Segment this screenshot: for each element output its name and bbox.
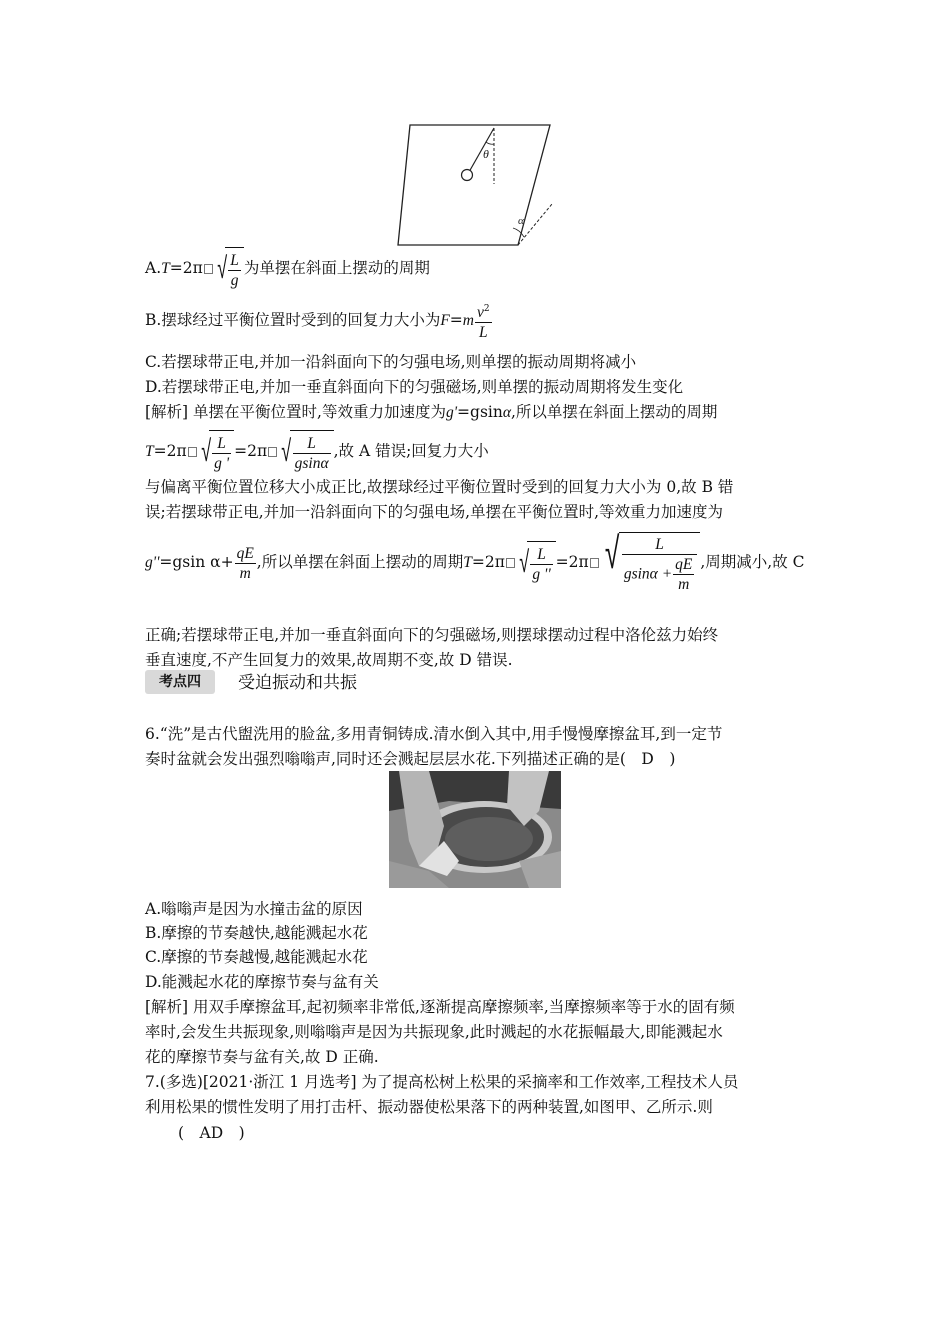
incline-pendulum-figure	[390, 120, 560, 250]
q6-option-c: C.摩擦的节奏越慢,越能溅起水花	[145, 948, 368, 966]
placeholder-box	[590, 558, 599, 568]
eq-2pi: =2π	[471, 553, 505, 571]
placeholder-box	[188, 447, 197, 457]
placeholder-box	[268, 447, 277, 457]
var-m: m	[239, 564, 251, 582]
placeholder-box	[506, 558, 515, 568]
q5-analysis-line1	[145, 401, 717, 424]
var-L: L	[307, 435, 316, 452]
alpha-label: α	[518, 215, 524, 227]
var-L: L	[537, 546, 546, 563]
eq-2pi: =2π	[555, 553, 589, 571]
eq-2pi: =2π	[153, 442, 187, 460]
theta-arc	[486, 142, 494, 144]
q6-analysis-line1: [解析] 用双手摩擦盆耳,起初频率非常低,逐渐提高摩擦频率,当摩擦频率等于水的固有频	[145, 998, 735, 1016]
q5-option-d: D.若摆球带正电,并加一垂直斜面向下的匀强磁场,则单摆的振动周期将发生变化	[145, 378, 684, 396]
eq-sign: =	[449, 311, 463, 330]
pendulum-bob	[462, 170, 473, 181]
q5-option-b	[145, 300, 493, 342]
var-g-double-prime: g ''	[532, 566, 551, 583]
q6-option-a: A.嗡嗡声是因为水撞击盆的原因	[145, 900, 363, 918]
var-L: L	[479, 324, 488, 342]
q6-analysis-line3: 花的摩擦节奏与盆有关,故 D 正确.	[145, 1048, 379, 1066]
var-v: v	[477, 304, 484, 322]
var-alpha: α	[502, 404, 511, 421]
sqrt-L-over-gpp: √ $\frac{L}{g ''}$	[516, 541, 556, 585]
q5-analysis-line6: 正确;若摆球带正电,并加一垂直斜面向下的匀强磁场,则摆球摆动过程中洛伦兹力始终	[145, 626, 719, 644]
q5-option-c: C.若摆球带正电,并加一沿斜面向下的匀强电场,则单摆的振动周期将减小	[145, 353, 637, 371]
analysis-text: ,周期减小,故 C	[700, 553, 805, 571]
section-tag: 考点四	[145, 670, 215, 694]
var-L: L	[217, 435, 226, 452]
q5-option-a	[145, 247, 430, 291]
eq-2pi: =2π	[234, 442, 268, 460]
q6-analysis-line2: 率时,会发生共振现象,则嗡嗡声是因为共振现象,此时溅起的水花振幅最大,即能溅起水	[145, 1023, 723, 1041]
q6-stem-line1: 6.“洗”是古代盥洗用的脸盆,多用青铜铸成.清水倒入其中,用手慢慢摩擦盆耳,到一定节	[145, 725, 723, 743]
sqrt-L-over-g: √ $\frac{L}{g}$	[214, 247, 244, 291]
fraction-v2-over-L	[475, 300, 492, 342]
q5-analysis-line4: 误;若摆球带正电,并加一沿斜面向下的匀强电场,单摆在平衡位置时,等效重力加速度为	[145, 503, 724, 521]
analysis-text: =gsin α+	[159, 553, 234, 571]
var-T: T	[463, 554, 472, 571]
q5-analysis-line5	[145, 528, 805, 594]
pendulum-string	[469, 128, 494, 172]
q6-option-b: B.摩擦的节奏越快,越能溅起水花	[145, 924, 368, 942]
q6-option-d: D.能溅起水花的摩擦节奏与盆有关	[145, 973, 379, 991]
var-T: T	[161, 260, 170, 277]
basin-photo	[389, 771, 561, 888]
var-qE: qE	[675, 556, 693, 573]
var-F: F	[440, 312, 450, 330]
sqrt-L-over-gprime: √ $\frac{L}{g '}$	[198, 430, 234, 474]
q6-stem-line2: 奏时盆就会发出强烈嗡嗡声,同时还会溅起层层水花.下列描述正确的是( D )	[145, 750, 676, 768]
analysis-text: =gsin	[457, 403, 503, 421]
fraction-qE-over-m	[673, 555, 694, 594]
var-g-prime: g '	[214, 455, 230, 472]
sqrt-L-over-gsin-plus: √ L gsinα + $\frac{qE}{m}$	[600, 532, 701, 594]
section-title: 受迫振动和共振	[238, 673, 357, 693]
q5-analysis-line3: 与偏离平衡位置位移大小成正比,故摆球经过平衡位置时受到的回复力大小为 0,故 B 错	[145, 478, 734, 496]
var-qE: qE	[236, 544, 254, 562]
option-letter: A.	[145, 259, 162, 277]
q5-analysis-line2	[145, 430, 489, 474]
q5-analysis-line7: 垂直速度,不产生回复力的效果,故周期不变,故 D 错误.	[145, 651, 513, 669]
analysis-text: ,所以单摆在斜面上摆动的周期	[510, 403, 718, 421]
var-L: L	[230, 252, 239, 269]
var-m: m	[462, 312, 474, 330]
var-g-prime: g'	[445, 404, 458, 421]
q7-answer: ( AD )	[178, 1124, 245, 1142]
var-T: T	[145, 443, 154, 460]
sqrt-L-over-gsin: √ $\frac{L}{gsin\alpha}$	[278, 430, 333, 474]
fraction-qE-over-m	[235, 544, 256, 583]
incline-plane	[398, 125, 550, 245]
q7-stem-line1: 7.(多选)[2021·浙江 1 月选考] 为了提高松树上松果的采摘率和工作效率,工程技术人员	[145, 1073, 739, 1091]
eq-2pi: =2π	[169, 259, 203, 277]
var-m: m	[678, 576, 690, 593]
analysis-text: ,所以单摆在斜面上摆动的周期	[256, 553, 464, 571]
analysis-text: [解析] 单摆在平衡位置时,等效重力加速度为	[145, 403, 446, 421]
placeholder-box	[204, 264, 213, 274]
q7-stem-line2: 利用松果的惯性发明了用打击杆、振动器使松果落下的两种装置,如图甲、乙所示.则	[145, 1098, 713, 1116]
var-g-double-prime: g''	[145, 554, 160, 571]
var-g: g	[230, 272, 239, 289]
gsin-alpha-plus: gsinα +	[623, 565, 673, 583]
basin-photo-drawing	[389, 771, 561, 888]
gsin-alpha: gsinα	[294, 455, 329, 472]
option-a-text: 为单摆在斜面上摆动的周期	[243, 259, 430, 277]
analysis-text: ,故 A 错误;回复力大小	[333, 442, 489, 460]
exponent-2: 2	[483, 304, 490, 314]
theta-label: θ	[483, 147, 489, 161]
var-L: L	[655, 536, 664, 553]
option-b-text: B.摆球经过平衡位置时受到的回复力大小为	[145, 311, 441, 330]
